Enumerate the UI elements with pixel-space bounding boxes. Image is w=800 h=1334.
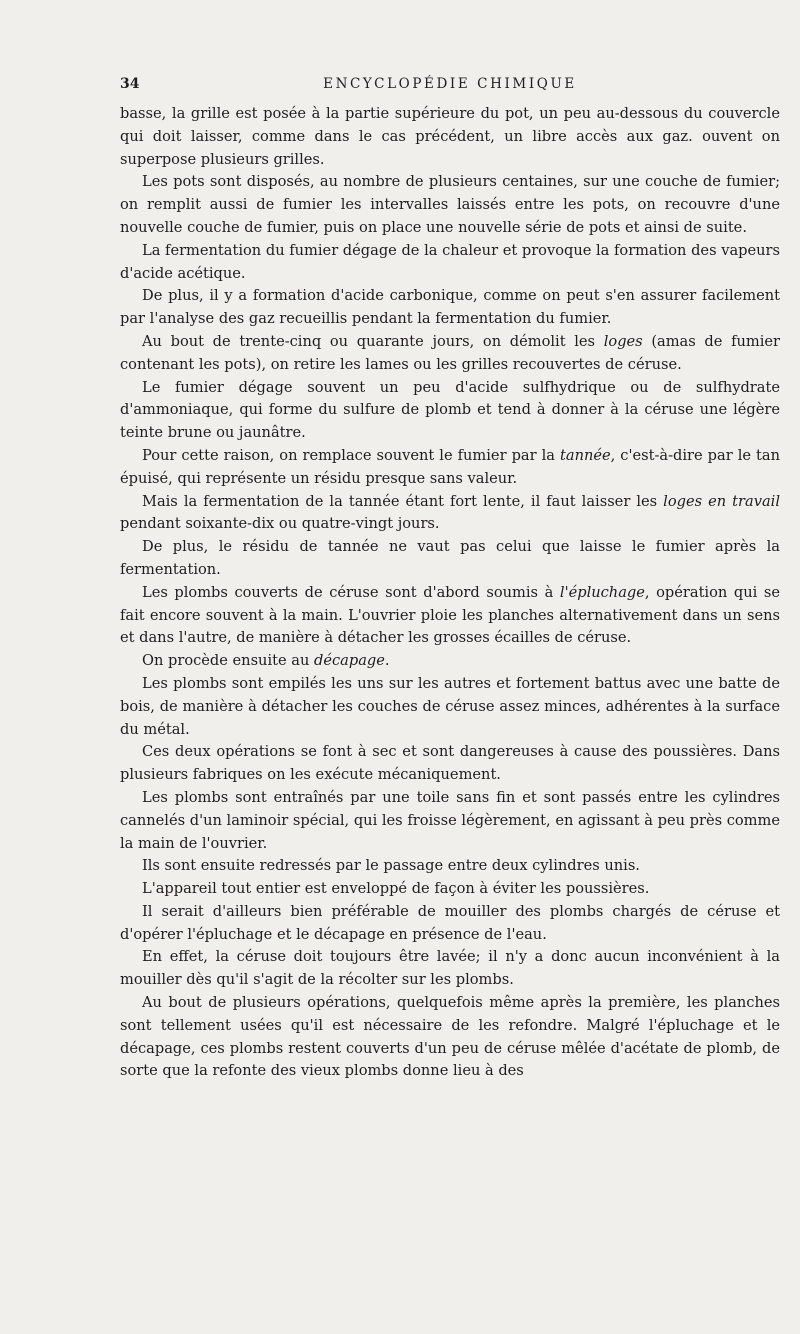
- paragraph: [120, 445, 780, 491]
- paragraph: [120, 650, 780, 673]
- italic-term: décapage: [314, 652, 385, 670]
- italic-term: loges: [603, 332, 643, 350]
- paragraph-text: Mais la fermentation de la tannée étant fort lente, il faut laisser les: [142, 492, 664, 510]
- paragraph: [120, 582, 780, 650]
- paragraph: Ils sont ensuite redressés par le passage entre deux cylindres unis.: [142, 857, 640, 875]
- paragraph: Les plombs sont entraînés par une toile sans fin et sont passés entre les cylindres cannelés d'un laminoir spécial, qui les froisse légèrement, en agissant à peu près comme la main de l'ouvrier.: [120, 788, 780, 852]
- paragraph: basse, la grille est posée à la partie supérieure du pot, un peu au-dessous du couvercle qui doit laisser, comme dans le cas précédent, un libre accès aux gaz. ouvent on superpose plusieurs grilles.: [120, 105, 780, 168]
- paragraph-text: , c'est-à-dire par le tan épuisé, qui représente un résidu presque sans valeur.: [120, 446, 781, 487]
- paragraph: Ces deux opérations se font à sec et sont dangereuses à cause des poussières. Dans plusieurs fabriques on les exécute mécaniquement.: [120, 743, 780, 784]
- paragraph: Au bout de plusieurs opérations, quelquefois même après la première, les planches sont tellement usées qu'il est nécessaire de les refondre. Malgré l'épluchage et le décapage, ces plombs restent couverts d'un peu de céruse mêlée d'acétate de plomb, de sorte que la refonte des vieux plombs donne lieu à des: [120, 994, 780, 1080]
- page-number: 34: [120, 76, 140, 92]
- paragraph: Il serait d'ailleurs bien préférable de mouiller des plombs chargés de céruse et d'opérer l'épluchage et le décapage en présence de l'eau.: [120, 902, 780, 943]
- paragraph-text: , opération qui se fait encore souvent à la main. L'ouvrier ploie les planches alternativement dans un sens et dans l'autre, de manière à détacher les grosses écailles de céruse.: [120, 583, 781, 647]
- paragraph: Les plombs sont empilés les uns sur les autres et fortement battus avec une batte de bois, de manière à détacher les couches de céruse assez minces, adhérentes à la surface du métal.: [120, 674, 780, 738]
- running-title: ENCYCLOPÉDIE CHIMIQUE: [323, 76, 577, 92]
- paragraph: De plus, le résidu de tannée ne vaut pas celui que laisse le fumier après la fermentation.: [120, 538, 780, 578]
- italic-term: l'épluchage: [559, 583, 645, 601]
- paragraph-text: (amas de fumier contenant les pots), on retire les lames ou les grilles recouvertes de céruse.: [120, 332, 780, 373]
- page-header: [120, 74, 780, 98]
- italic-term: tannée: [560, 446, 611, 464]
- paragraph: De plus, il y a formation d'acide carbonique, comme on peut s'en assurer facilement par l'analyse des gaz recueillis pendant la fermentation du fumier.: [120, 287, 780, 328]
- paragraph-text: pendant soixante-dix ou quatre-vingt jours.: [120, 515, 440, 533]
- paragraph: La fermentation du fumier dégage de la chaleur et provoque la formation des vapeurs d'acide acétique.: [120, 241, 780, 282]
- paragraph-text: .: [384, 652, 390, 670]
- paragraph: [120, 491, 780, 537]
- paragraph: Le fumier dégage souvent un peu d'acide sulfhydrique ou de sulfhydrate d'ammoniaque, qui forme du sulfure de plomb et tend à donner à la céruse une légère teinte brune ou jaunâtre.: [120, 378, 780, 442]
- body-text: [120, 103, 780, 1083]
- paragraph-text: Les plombs couverts de céruse sont d'abord soumis à: [142, 583, 560, 601]
- paragraph-text: Au bout de trente-cinq ou quarante jours, on démolit les: [142, 332, 604, 350]
- paragraph-text: Pour cette raison, on remplace souvent le fumier par la: [142, 446, 560, 464]
- paragraph: En effet, la céruse doit toujours être lavée; il n'y a donc aucun inconvénient à la mouiller dès qu'il s'agit de la récolter sur les plombs.: [120, 948, 780, 989]
- italic-term: loges en travail: [663, 492, 780, 510]
- paragraph: L'appareil tout entier est enveloppé de façon à éviter les poussières.: [142, 880, 650, 898]
- paragraph: Les pots sont disposés, au nombre de plusieurs centaines, sur une couche de fumier; on remplit aussi de fumier les intervalles laissés entre les pots, on recouvre d'une nouvelle couche de fumier, puis on place une nouvelle série de pots et ainsi de suite.: [120, 173, 780, 236]
- paragraph-text: On procède ensuite au: [142, 652, 315, 670]
- paragraph: [120, 331, 780, 377]
